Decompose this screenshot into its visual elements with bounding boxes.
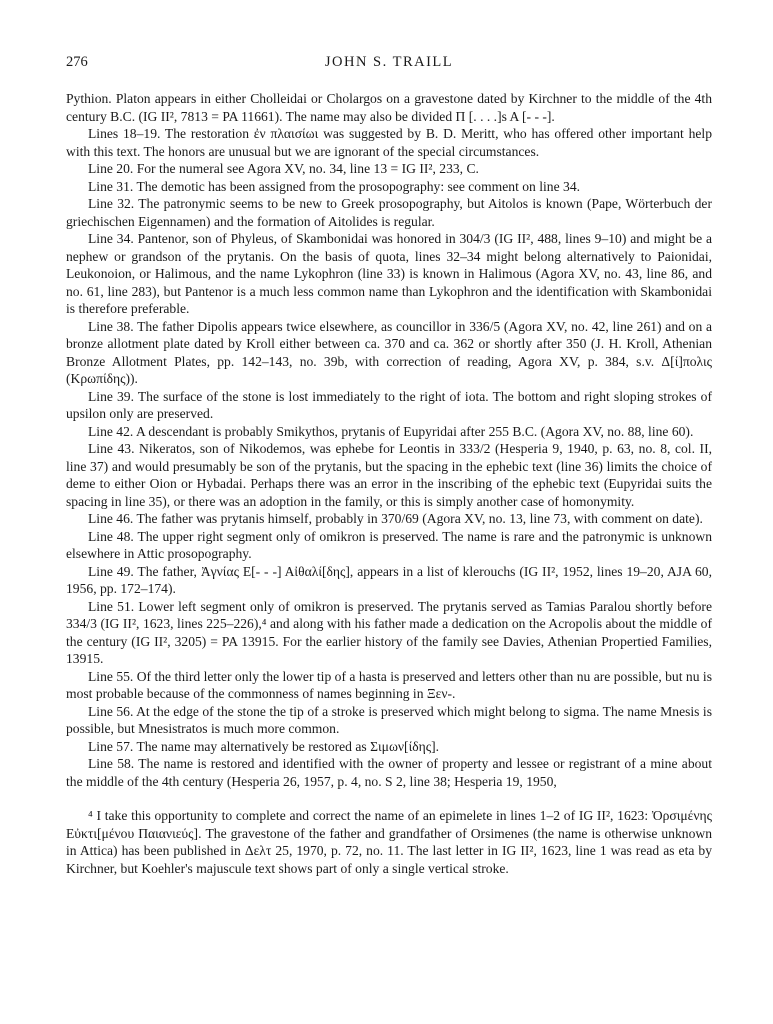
paragraph-line-42: Line 42. A descendant is probably Smikythos, prytanis of Eupyridai after 255 B.C. (Agora XV, no. 88, line 60). bbox=[88, 423, 694, 439]
paragraph-line-32: Line 32. The patronymic seems to be new to Greek prosopography, but Aitolos is known (Pape, Wörterbuch der griechischen Eigennamen) and the formation of Aitolides is regular. bbox=[66, 196, 712, 229]
paragraph-line-48: Line 48. The upper right segment only of omikron is preserved. The name is rare and the patronymic is unknown elsewhere in Attic prosopography. bbox=[66, 528, 712, 561]
footnote bbox=[66, 807, 712, 877]
running-head-author: JOHN S. TRAILL bbox=[324, 54, 454, 70]
paragraph-line-58: Line 58. The name is restored and identified with the owner of property and lessee or registrant of a mine about the middle of the 4th century (Hesperia 26, 1957, p. 4, no. S 2, line 38; Hesperia 19, 1950, bbox=[66, 756, 712, 789]
paragraph-line-31: Line 31. The demotic has been assigned from the prosopography: see comment on line 34. bbox=[88, 178, 581, 194]
running-header bbox=[66, 54, 712, 78]
paragraph-line-39: Line 39. The surface of the stone is lost immediately to the right of iota. The bottom and right sloping strokes of upsilon only are preserved. bbox=[66, 388, 712, 421]
page bbox=[66, 54, 712, 877]
paragraph-line-46: Line 46. The father was prytanis himself, probably in 370/69 (Agora XV, no. 13, line 73, with comment on date). bbox=[88, 511, 703, 526]
paragraph-line-38: Line 38. The father Dipolis appears twice elsewhere, as councillor in 336/5 (Agora XV, no. 42, line 261) and on a bronze allotment plate dated by Kroll either between ca. 370 and ca. 362 or shortly after 350 (J. H. Kroll, Athenian Bronze Allotment Plates, pp. 142–143, no. 39b, with correction of reading, Agora XV, p. 384, s.v. Δ[ί]πολις (Κρωπίδης)). bbox=[66, 318, 712, 386]
paragraph-lines-18-19: Lines 18–19. The restoration ἐν πλαισίωι was suggested by B. D. Meritt, who has offered other important help with this text. The honors are unusual but we are ignorant of the special circumstances. bbox=[66, 126, 712, 159]
paragraph-line-43: Line 43. Nikeratos, son of Nikodemos, was ephebe for Leontis in 333/2 (Hesperia 9, 1940, p. 63, no. 8, col. II, line 37) and would presumably be son of the prytanis, but the spacing in the ephebic text (line 36) limits the choice of deme to either Oion or Hybadai. Perhaps there was an error in the inscribing of the ephebic text (Eupyridai suits the spacing in line 35), or there was an adoption in the family, or this is simply another case of homonymity. bbox=[66, 441, 712, 509]
body-text bbox=[66, 90, 712, 790]
page-number: 276 bbox=[66, 54, 88, 70]
paragraph-continuation: Pythion. Platon appears in either Cholleidai or Cholargos on a gravestone dated by Kirchner to the middle of the 4th century B.C. (IG II², 7813 = PA 11661). The name may also be divided Π [. . . .]s A [- - -]. bbox=[66, 91, 712, 124]
paragraph-line-34: Line 34. Pantenor, son of Phyleus, of Skambonidai was honored in 304/3 (IG II², 488, lines 9–10) and might be a nephew or grandson of the prytanis. On the basis of quota, lines 32–34 might belong alternatively to Paionidai, Leukonoion, or Halimous, and the name Lykophron (line 33) is known in Halimous (Agora XV, no. 43, line 86, and no. 61, line 283), but Pantenor is a much less common name than Lykophron and the identification with Skambonidai is therefore preferable. bbox=[66, 231, 712, 316]
paragraph-line-49: Line 49. The father, Ἀγνίας Ε[- - -] Αἰθαλί[δης], appears in a list of klerouchs (IG II², 1952, lines 19–20, AJA 60, 1956, pp. 172–174). bbox=[66, 563, 712, 596]
paragraph-line-20: Line 20. For the numeral see Agora XV, no. 34, line 13 = IG II², 233, C. bbox=[88, 161, 479, 176]
paragraph-line-55: Line 55. Of the third letter only the lower tip of a hasta is preserved and letters other than nu are possible, but nu is most probable because of the commonness of names beginning in Ξεν-. bbox=[66, 668, 712, 701]
paragraph-line-57: Line 57. The name may alternatively be restored as Σιμων[ίδης]. bbox=[88, 738, 440, 754]
paragraph-line-56: Line 56. At the edge of the stone the tip of a stroke is preserved which might belong to sigma. The name Mnesis is possible, but Mnesistratos is much more common. bbox=[66, 703, 712, 736]
footnote-4: ⁴ I take this opportunity to complete and correct the name of an epimelete in lines 1–2 of IG II², 1623: Ὀρσιμένης Εὐκτι[μένου Παιανιεύς]. The gravestone of the father and grandfather of Orsimenes (the name is otherwise unknown in Attica) has been published in Δελτ 25, 1970, p. 72, no. 11. The last letter in IG II², 1623, line 1 was read as eta by Kirchner, but Koehler's majuscule text shows part of only a single vertical stroke. bbox=[66, 808, 712, 876]
paragraph-line-51: Line 51. Lower left segment only of omikron is preserved. The prytanis served as Tamias Paralou shortly before 334/3 (IG II², 1623, lines 225–226),⁴ and along with his father made a dedication on the Acropolis about the middle of the century (IG II², 3205) = PA 13915. For the earlier history of the family see Davies, Athenian Propertied Families, 13915. bbox=[66, 598, 712, 666]
